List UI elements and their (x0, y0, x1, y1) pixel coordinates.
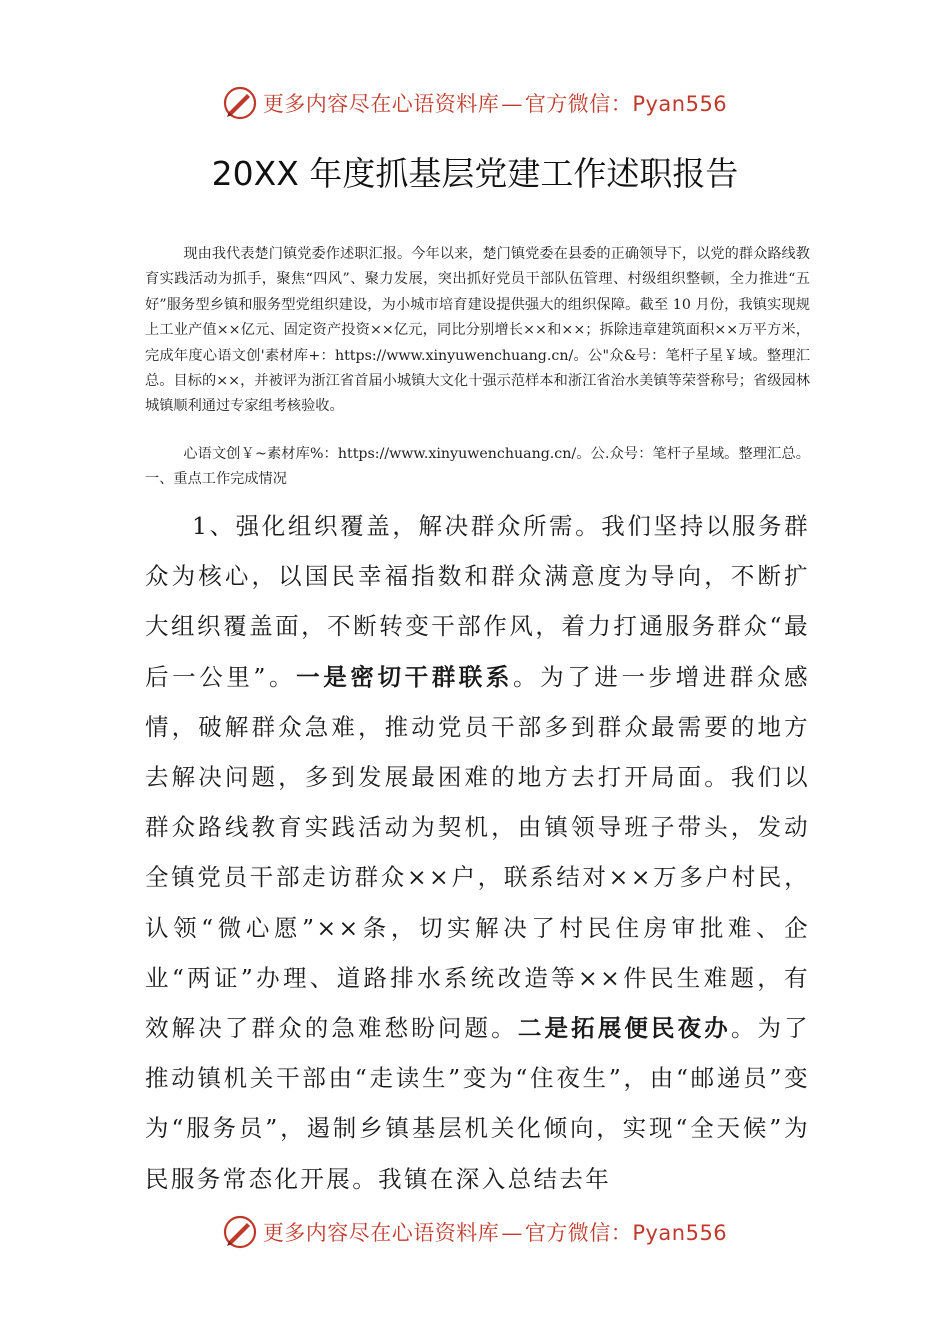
section-paragraph (145, 501, 810, 1204)
document-title: 20XX 年度抓基层党建工作述职报告 (211, 154, 739, 193)
note-paragraph: 心语文创￥~素材库%：https://www.xinyuwenchuang.cn/。公.众号：笔杆子星域。整理汇总。一、重点工作完成情况 (145, 446, 810, 488)
watermark-text: 更多内容尽在心语资料库—官方微信：Pyan556 (262, 92, 728, 116)
watermark-footer (0, 1212, 950, 1252)
note-paragraph-block (145, 442, 810, 493)
watermark-header (0, 83, 950, 123)
section-body (145, 501, 810, 1204)
section-text-3: 。为了推动镇机关干部由“走读生”变为“住夜生”，由“邮递员”变为“服务员”，遏制乡镇基层机关化倾向，实现“全天候”为民服务常态化开展。我镇在深入总结去年 (145, 1014, 811, 1193)
bold-point-2: 二是拓展便民夜办 (517, 1014, 731, 1043)
pen-logo-icon (223, 1215, 257, 1249)
section-text-1: 我们坚持以服务群众为核心，以国民幸福指数和群众满意度为导向，不断扩大组织覆盖面，不断转变干部作风，着力打通服务群众“最后一公里”。 (145, 512, 810, 691)
intro-paragraph: 现由我代表楚门镇党委作述职汇报。今年以来，楚门镇党委在县委的正确领导下，以党的群众路线教育实践活动为抓手，聚焦“四风”、聚力发展，突出抓好党员干部队伍管理、村级组织整顿，全力推进“五好”服务型乡镇和服务型党组织建设，为小城市培育建设提供强大的组织保障。截至 10 月份，我镇实现规上工业产值××亿元、固定资产投资××亿元，同比分别增长××和××；拆除违章建筑面积××万平方米，完成年度心语文创'素材库+：https://www.xinyuwenchuang.cn/。公"众&号：笔杆子星￥域。整理汇总。目标的××，并被评为浙江省首届小城镇大文化十强示范样本和浙江省治水美镇等荣誉称号；省级园林城镇顺利通过专家组考核验收。 (145, 246, 810, 415)
watermark-text: 更多内容尽在心语资料库—官方微信：Pyan556 (262, 1221, 728, 1245)
pen-logo-icon (223, 86, 257, 120)
intro-paragraph-block (145, 242, 810, 420)
bold-point-1: 一是密切干群联系 (296, 662, 514, 691)
section-text-2: 。为了进一步增进群众感情，破解群众急难，推动党员干部多到群众最需要的地方去解决问题，多到发展最困难的地方去打开局面。我们以群众路线教育实践活动为契机，由镇领导班子带头，发动全镇党员干部走访群众××户，联系结对××万多户村民，认领“微心愿”××条，切实解决了村民住房审批难、企业“两证”办理、道路排水系统改造等××件民生难题，有效解决了群众的急难愁盼问题。 (145, 662, 810, 1043)
section-heading: 1、强化组织覆盖，解决群众所需。 (192, 512, 602, 540)
